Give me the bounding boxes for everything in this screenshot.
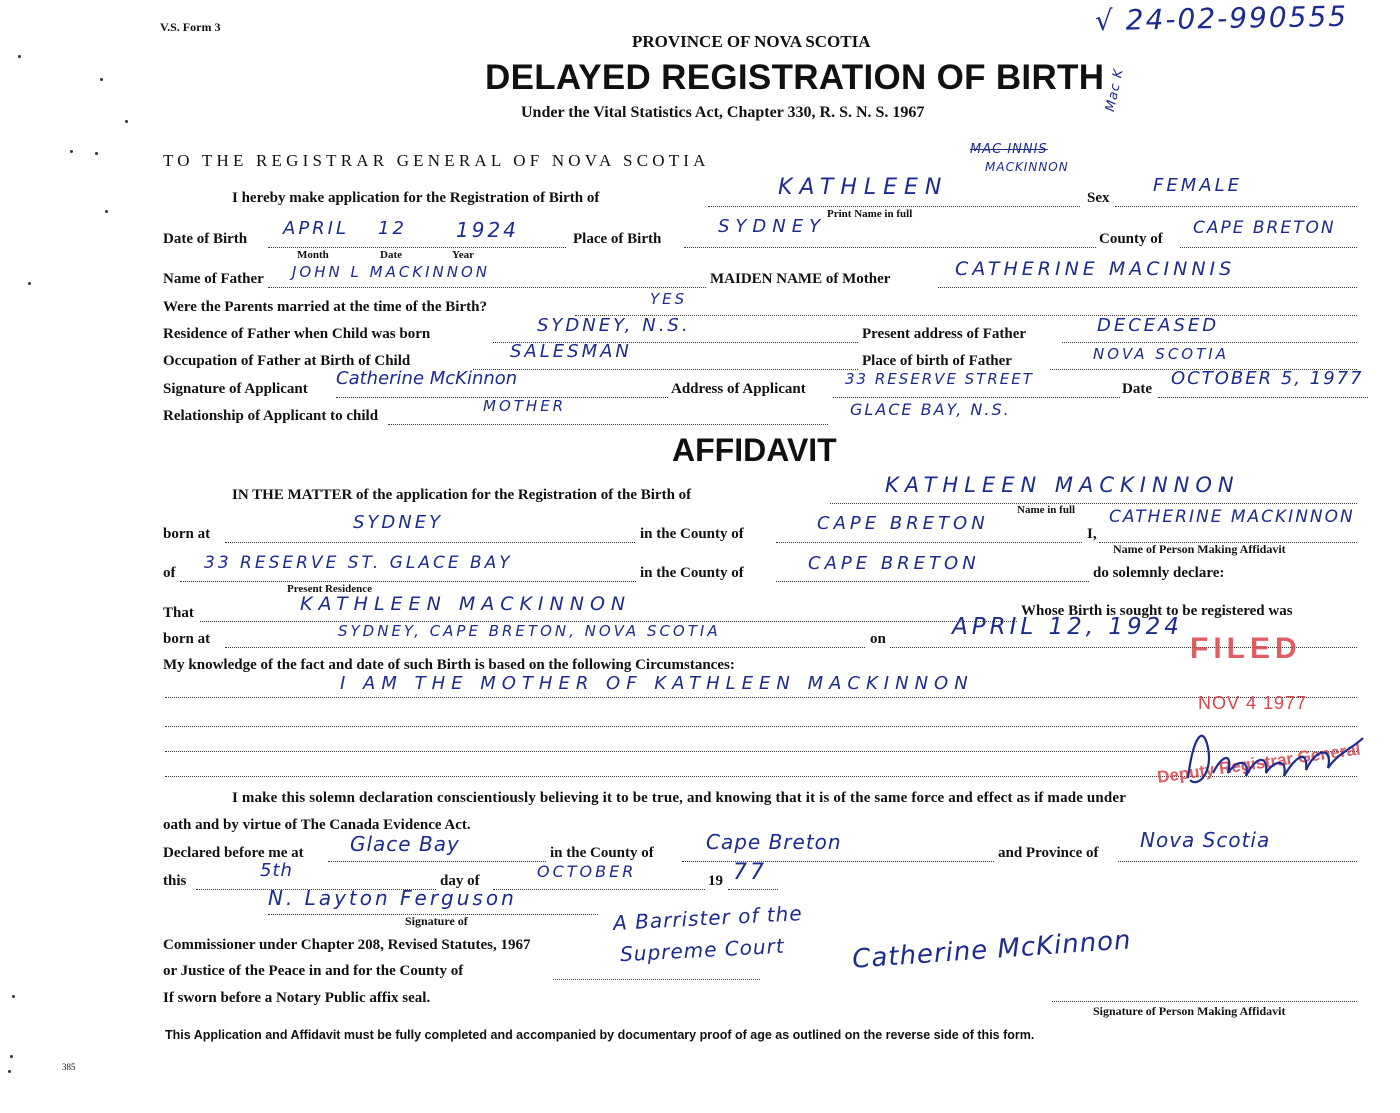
married-line	[575, 315, 1357, 316]
margin-note-surname: MACKINNON	[985, 160, 1069, 174]
registration-number: √ 24-02-990555	[1094, 0, 1349, 38]
affiant-signature-value: Catherine McKinnon	[851, 925, 1133, 975]
child-name-value: KATHLEEN	[778, 175, 949, 200]
occupation-value: SALESMAN	[510, 341, 632, 362]
month-value: OCTOBER	[537, 862, 637, 881]
born-at-value: SYDNEY	[353, 512, 444, 533]
applicant-address-line	[833, 397, 1120, 398]
year-prefix: 19	[708, 873, 723, 889]
occupation-label: Occupation of Father at Birth of Child	[163, 353, 411, 369]
declare-label: do solemnly declare:	[1093, 565, 1225, 581]
applicant-signature-label: Signature of Applicant	[163, 381, 308, 397]
affiant-signature-caption: Signature of Person Making Affidavit	[1093, 1004, 1286, 1018]
footer-note: This Application and Affidavit must be fully completed and accompanied by documentary proof of age as outlined on the reverse side of this form.	[165, 1028, 1035, 1042]
applicant-address-line2: GLACE BAY, N.S.	[850, 400, 1011, 419]
province-heading: PROVINCE OF NOVA SCOTIA	[632, 32, 871, 51]
scan-speck	[70, 150, 73, 153]
residence-value: SYDNEY, N.S.	[537, 315, 691, 336]
whose-birth-label: Whose Birth is sought to be registered was	[1021, 603, 1293, 619]
dob-year: 1924	[456, 218, 519, 242]
married-value: YES	[650, 290, 688, 308]
commissioner-note-1: A Barrister of the	[612, 901, 804, 935]
year-line	[728, 889, 778, 890]
declared-province-line	[1118, 861, 1357, 862]
born-county-line	[776, 542, 1082, 543]
that-value: KATHLEEN MACKINNON	[300, 593, 632, 615]
declared-at-line	[328, 861, 546, 862]
applicant-signature-value: Catherine McKinnon	[336, 368, 518, 389]
residence-county-value: CAPE BRETON	[808, 553, 980, 574]
filed-stamp: FILED	[1190, 632, 1302, 665]
scan-speck	[8, 1070, 11, 1073]
mother-value: CATHERINE MACINNIS	[955, 258, 1236, 280]
month-line	[493, 889, 705, 890]
page-code: 385	[62, 1062, 76, 1072]
on-label: on	[870, 631, 886, 647]
county-value: CAPE BRETON	[1193, 218, 1336, 238]
justice-line	[553, 979, 760, 980]
application-date-line	[1158, 397, 1368, 398]
declared-label: Declared before me at	[163, 845, 304, 861]
county-line	[1180, 247, 1357, 248]
justice-label: or Justice of the Peace in and for the County of	[163, 963, 464, 979]
declared-county-line	[682, 861, 994, 862]
residence-affidavit-line	[180, 581, 636, 582]
county-label: County of	[1099, 231, 1163, 247]
mother-line	[938, 287, 1357, 288]
commissioner-signature-value: N. Layton Ferguson	[268, 886, 517, 910]
dob-month: APRIL	[283, 218, 350, 239]
declared-at-value: Glace Bay	[350, 832, 460, 856]
date-caption: Date	[380, 249, 402, 261]
on-date-value: APRIL 12, 1924	[952, 614, 1183, 640]
day-value: 5th	[260, 860, 293, 881]
circumstance-value: I AM THE MOTHER OF KATHLEEN MACKINNON	[340, 673, 974, 694]
relationship-value: MOTHER	[483, 397, 567, 415]
applicant-address-line1: 33 RESERVE STREET	[845, 370, 1034, 388]
year-caption: Year	[452, 249, 474, 261]
declared-county-label: in the County of	[550, 845, 654, 861]
sex-line	[1115, 206, 1357, 207]
occupation-line	[473, 369, 858, 370]
i-label: I,	[1087, 526, 1097, 542]
applicant-address-label: Address of Applicant	[671, 381, 806, 397]
declared-province-value: Nova Scotia	[1140, 828, 1271, 852]
form-title: DELAYED REGISTRATION OF BIRTH	[485, 58, 1105, 97]
circumstance-line-1	[165, 697, 1357, 698]
knowledge-label: My knowledge of the fact and date of such Birth is based on the following Circumstances:	[163, 657, 735, 673]
of-label: of	[163, 565, 176, 581]
relationship-line	[388, 424, 828, 425]
present-address-line	[1062, 342, 1357, 343]
born-at-2-value: SYDNEY, CAPE BRETON, NOVA SCOTIA	[338, 622, 721, 640]
notary-label: If sworn before a Notary Public affix seal.	[163, 990, 431, 1006]
scan-speck	[125, 120, 128, 123]
child-name-line	[708, 206, 1080, 207]
born-at-2-label: born at	[163, 631, 211, 647]
scan-speck	[28, 282, 31, 285]
that-label: That	[163, 605, 194, 621]
dob-line	[268, 247, 566, 248]
sex-label: Sex	[1087, 190, 1110, 206]
affiant-value: CATHERINE MACKINNON	[1109, 507, 1355, 527]
scan-speck	[18, 55, 21, 58]
place-value: SYDNEY	[718, 216, 827, 237]
commissioner-label: Commissioner under Chapter 208, Revised Statutes, 1967	[163, 937, 531, 953]
dob-label: Date of Birth	[163, 231, 248, 247]
place-label: Place of Birth	[573, 231, 662, 247]
father-label: Name of Father	[163, 271, 264, 287]
sex-value: FEMALE	[1153, 175, 1242, 196]
month-caption: Month	[297, 249, 329, 261]
print-name-caption: Print Name in full	[827, 208, 913, 220]
born-county-label: in the County of	[640, 526, 744, 542]
declaration-line-2: oath and by virtue of The Canada Evidence Act.	[163, 817, 471, 833]
filed-stamp-date: NOV 4 1977	[1198, 693, 1308, 713]
affiant-caption: Name of Person Making Affidavit	[1113, 542, 1286, 556]
born-at-2-line	[225, 647, 865, 648]
commissioner-note-2: Supreme Court	[619, 933, 786, 967]
scan-speck	[10, 1055, 13, 1058]
affidavit-heading: AFFIDAVIT	[672, 432, 837, 468]
addressee: TO THE REGISTRAR GENERAL OF NOVA SCOTIA	[163, 151, 710, 170]
born-at-line	[225, 542, 635, 543]
form-id: V.S. Form 3	[160, 20, 221, 34]
declaration-line-1: I make this solemn declaration conscientiously believing it to be true, and knowing that it is of the same force and effect as if made under	[232, 790, 1127, 806]
province-label: and Province of	[998, 845, 1099, 861]
dob-date: 12	[378, 218, 407, 239]
margin-note-struck: MAC INNIS	[970, 142, 1048, 157]
application-intro-label: I hereby make application for the Registration of Birth of	[232, 190, 600, 206]
scan-speck	[105, 210, 108, 213]
residence-county-label: in the County of	[640, 565, 744, 581]
form-subtitle: Under the Vital Statistics Act, Chapter 330, R. S. N. S. 1967	[521, 104, 925, 121]
scan-speck	[100, 78, 103, 81]
residence-affidavit-value: 33 RESERVE ST. GLACE BAY	[204, 553, 513, 573]
scan-speck	[12, 995, 15, 998]
declared-county-value: Cape Breton	[706, 830, 842, 854]
filed-stamp-role: Deputy Registrar General	[1156, 739, 1362, 787]
matter-line	[830, 503, 1357, 504]
present-address-label: Present address of Father	[862, 326, 1027, 342]
matter-label: IN THE MATTER of the application for the Registration of the Birth of	[232, 487, 692, 503]
application-date-value: OCTOBER 5, 1977	[1171, 368, 1364, 389]
name-in-full-caption: Name in full	[1017, 504, 1076, 516]
present-address-value: DECEASED	[1097, 315, 1220, 336]
affiant-signature-line	[1052, 1001, 1357, 1002]
full-name-value: KATHLEEN MACKINNON	[885, 473, 1240, 497]
married-label: Were the Parents married at the time of the Birth?	[163, 299, 487, 315]
father-birthplace-value: NOVA SCOTIA	[1093, 345, 1229, 363]
relationship-label: Relationship of Applicant to child	[163, 408, 379, 424]
mother-label: MAIDEN NAME of Mother	[710, 271, 891, 287]
born-at-label: born at	[163, 526, 211, 542]
born-county-value: CAPE BRETON	[817, 513, 989, 534]
deputy-registrar-signature	[1178, 718, 1368, 798]
residence-county-line	[776, 581, 1089, 582]
scan-speck	[95, 152, 98, 155]
father-value: JOHN L MACKINNON	[292, 263, 491, 281]
residence-label: Residence of Father when Child was born	[163, 326, 431, 342]
application-date-label: Date	[1122, 381, 1152, 397]
margin-note-side: Mac K	[1103, 66, 1127, 114]
present-residence-caption: Present Residence	[287, 583, 373, 595]
this-label: this	[163, 873, 187, 889]
year-suffix-value: 77	[733, 860, 767, 885]
day-of-label: day of	[440, 873, 480, 889]
father-birthplace-label: Place of birth of Father	[862, 353, 1012, 369]
father-line	[268, 287, 706, 288]
place-line	[684, 247, 1096, 248]
signature-of-label: Signature of	[405, 914, 468, 928]
